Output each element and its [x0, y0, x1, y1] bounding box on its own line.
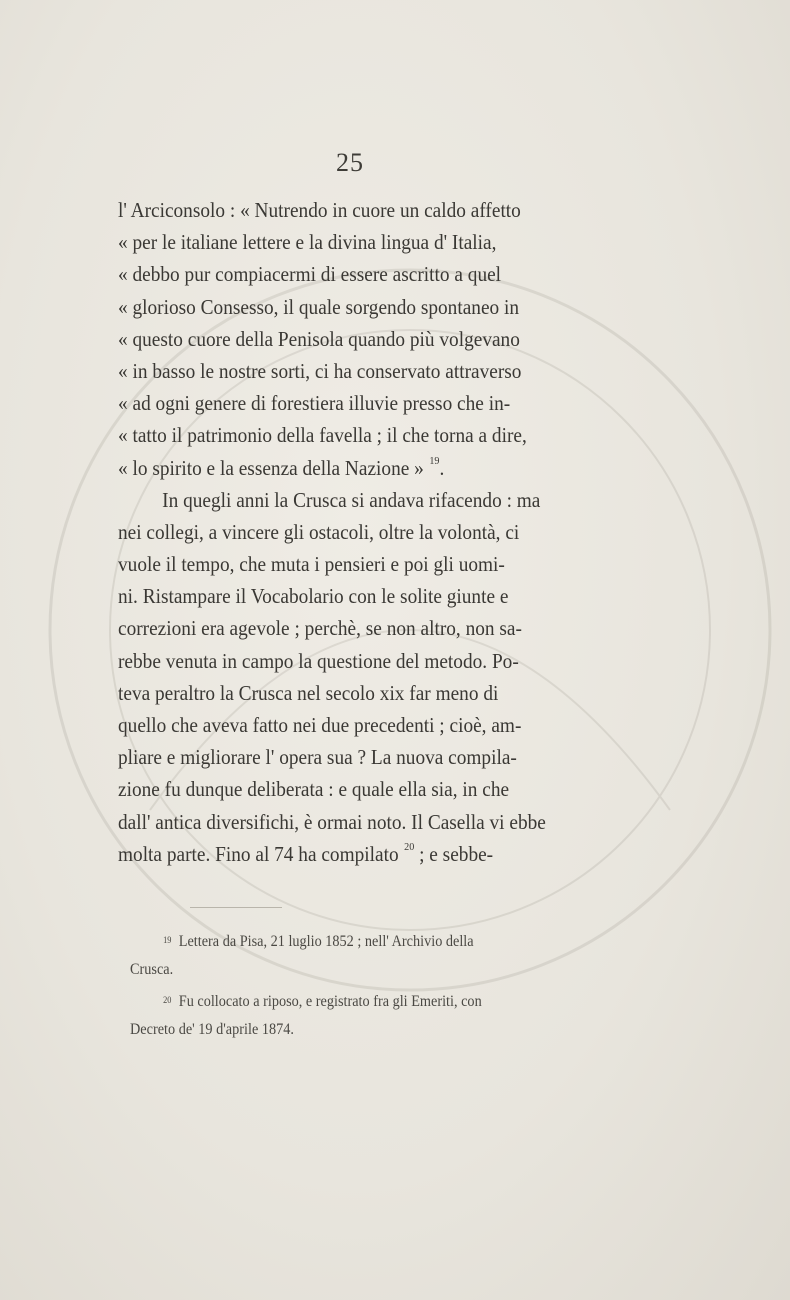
- text-line: [118, 452, 603, 484]
- text-line: In quegli anni la Crusca si andava rifacendo : ma: [162, 487, 541, 512]
- text-line: « in basso le nostre sorti, ci ha conservato attraverso: [118, 358, 522, 383]
- text-line: « tatto il patrimonio della favella ; il che torna a dire,: [118, 423, 527, 448]
- text-line: l' Arciconsolo : « Nutrendo in cuore un caldo affetto: [118, 198, 521, 222]
- text-line-tail: .: [439, 455, 445, 480]
- footnotes: [130, 928, 650, 1044]
- footnote-text: Fu collocato a riposo, e registrato fra gli Emeriti, con: [178, 993, 482, 1010]
- text-line: ni. Ristampare il Vocabolario con le solite giunte e: [118, 584, 509, 609]
- footnote-text-continued: Decreto de' 19 d'aprile 1874.: [130, 1021, 294, 1038]
- text-line: pliare e migliorare l' opera sua ? La nuova compila-: [118, 745, 517, 770]
- footnote-19: [130, 928, 607, 956]
- page-number: 25: [336, 148, 364, 177]
- main-text: [118, 194, 603, 870]
- footnote-ref-20: 20: [404, 840, 415, 853]
- text-line: correzioni era agevole ; perchè, se non altro, non sa-: [118, 616, 522, 641]
- text-line: rebbe venuta in campo la questione del metodo. Po-: [118, 648, 519, 673]
- footnote-text: Lettera da Pisa, 21 luglio 1852 ; nell' Archivio della: [178, 933, 474, 950]
- text-line-content: molta parte. Fino al 74 ha compilato: [118, 841, 399, 866]
- text-line: « per le italiane lettere e la divina lingua d' Italia,: [118, 230, 497, 255]
- footnote-text-continued: Crusca.: [130, 961, 174, 978]
- footnote-number: 19: [163, 935, 172, 945]
- footnote-number: 20: [163, 995, 172, 1005]
- text-line: teva peraltro la Crusca nel secolo xix far meno di: [118, 680, 499, 705]
- text-line-tail: ; e sebbe-: [414, 841, 494, 866]
- text-line: zione fu dunque deliberata : e quale ella sia, in che: [118, 777, 510, 802]
- text-line-content: « lo spirito e la essenza della Nazione »: [118, 455, 424, 480]
- text-line: vuole il tempo, che muta i pensieri e poi gli uomi-: [118, 552, 505, 577]
- footnote-ref-19: 19: [429, 454, 440, 467]
- text-line: dall' antica diversifichi, è ormai noto. Il Casella vi ebbe: [118, 809, 546, 834]
- text-line: « ad ogni genere di forestiera illuvie presso che in-: [118, 391, 511, 416]
- text-line: quello che aveva fatto nei due precedenti ; cioè, am-: [118, 713, 522, 737]
- text-line: [118, 838, 603, 870]
- text-line: « glorioso Consesso, il quale sorgendo spontaneo in: [118, 294, 520, 319]
- footnote-20: [130, 988, 607, 1016]
- footnote-divider: [190, 907, 282, 908]
- text-line: « questo cuore della Penisola quando più volgevano: [118, 326, 520, 351]
- text-line: « debbo pur compiacermi di essere ascritto a quel: [118, 262, 502, 287]
- text-line: nei collegi, a vincere gli ostacoli, oltre la volontà, ci: [118, 519, 520, 544]
